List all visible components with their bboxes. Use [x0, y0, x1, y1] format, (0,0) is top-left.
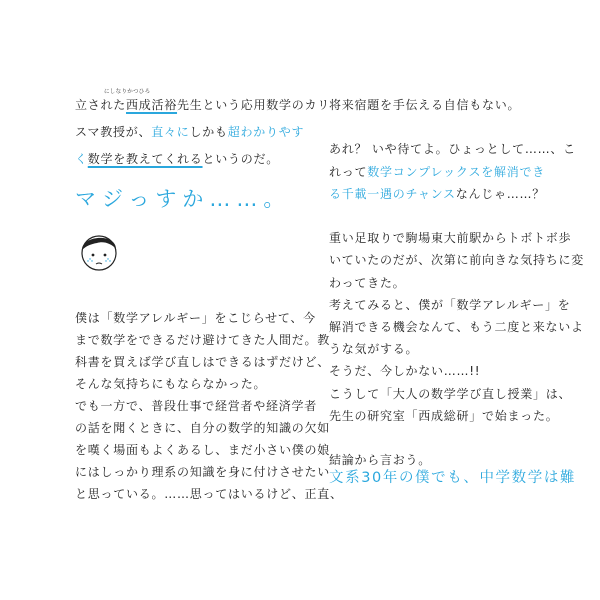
text-segment: わってきた。 [329, 275, 406, 290]
big-conclusion-line: 文系30年の僕でも、中学数学は難 [329, 470, 577, 486]
text-segment: なんじゃ……？ [455, 186, 546, 201]
text-segment: れって [329, 164, 368, 179]
right-body-line [329, 408, 559, 424]
exclamation-heading: マジっすか……。 [75, 187, 291, 211]
right-body-line [329, 319, 584, 335]
right-body-line [329, 341, 418, 357]
right-body-line [329, 164, 545, 180]
left-body-line: まで数学をできるだけ避けてきた人間だ。教 [75, 333, 331, 347]
left-body-line: でも一方で、普段仕事で経営者や経済学者 [75, 399, 318, 413]
text-segment: あれ？ いや待てよ。ひょっとして……、こ [329, 142, 576, 157]
left-body-line: の話を聞くときに、自分の数学的知識の欠如 [75, 421, 331, 435]
text-segment: そうだ、今しかない……!! [329, 364, 481, 379]
text-segment: 考えてみると、僕が「数学アレルギー」を [329, 297, 571, 312]
text-segment: 数学を教えてくれる [87, 152, 203, 166]
left-intro-line [75, 151, 279, 167]
right-body-line [329, 297, 570, 313]
text-segment: 先生の研究室「西成総研」で始まった。 [329, 408, 559, 423]
text-segment: うな気がする。 [329, 342, 419, 357]
text-segment: 将来宿題を手伝える自信もない。 [329, 98, 521, 112]
highlight-text: る千載一遇のチャンス [329, 186, 456, 201]
highlight-text: 直々に [151, 125, 190, 139]
text-segment: 解消できる機会なんて、もう二度と来ないよ [329, 320, 584, 334]
text-segment: 重い足取りで駒場東大前駅からトボトボ歩 [329, 231, 572, 246]
text-segment: 立された [75, 98, 127, 112]
left-body-line: そんな気持ちにもならなかった。 [75, 377, 267, 391]
text-segment: スマ教授が、 [75, 125, 152, 139]
text-segment: 西成活裕 [126, 98, 178, 112]
right-body-line [329, 363, 480, 379]
left-body-line: と思っている。……思ってはいるけど、正直、 [75, 487, 343, 501]
highlight-text: 数学コンプレックスを解消でき [367, 164, 546, 179]
right-body-line [329, 275, 405, 291]
highlight-text: く [75, 152, 88, 166]
left-intro-line [75, 97, 330, 113]
boy-face-illustration [75, 225, 123, 273]
right-body-line [329, 186, 545, 202]
left-intro-line [75, 124, 304, 140]
text-segment: というのだ。 [202, 152, 280, 166]
right-body-line [329, 97, 520, 113]
right-body-line [329, 452, 431, 468]
right-body-line [329, 252, 584, 268]
right-body-line [329, 386, 571, 402]
text-segment: 先生という応用数学のカリ [177, 98, 331, 112]
text-segment: しかも [189, 125, 228, 139]
highlight-text: 超わかりやす [227, 125, 305, 139]
left-body-line: 科書を買えば学び直しはできるはずだけど、 [75, 355, 331, 369]
right-body-line [329, 230, 571, 246]
text-segment: いていたのだが、次第に前向きな気持ちに変 [329, 253, 585, 268]
left-body-line: にはしっかり理系の知識を身に付けさせたい [75, 465, 331, 479]
ruby-reading: にしなりかつひろ [104, 89, 151, 95]
left-body-line: 僕は「数学アレルギー」をこじらせて、今 [75, 311, 316, 325]
right-body-line [329, 141, 576, 157]
text-segment: こうして「大人の数学学び直し授業」は、 [329, 386, 572, 401]
left-body-line: を嘆く場面もよくあるし、まだ小さい僕の娘 [75, 443, 331, 457]
text-segment: 結論から言おう。 [329, 453, 432, 468]
